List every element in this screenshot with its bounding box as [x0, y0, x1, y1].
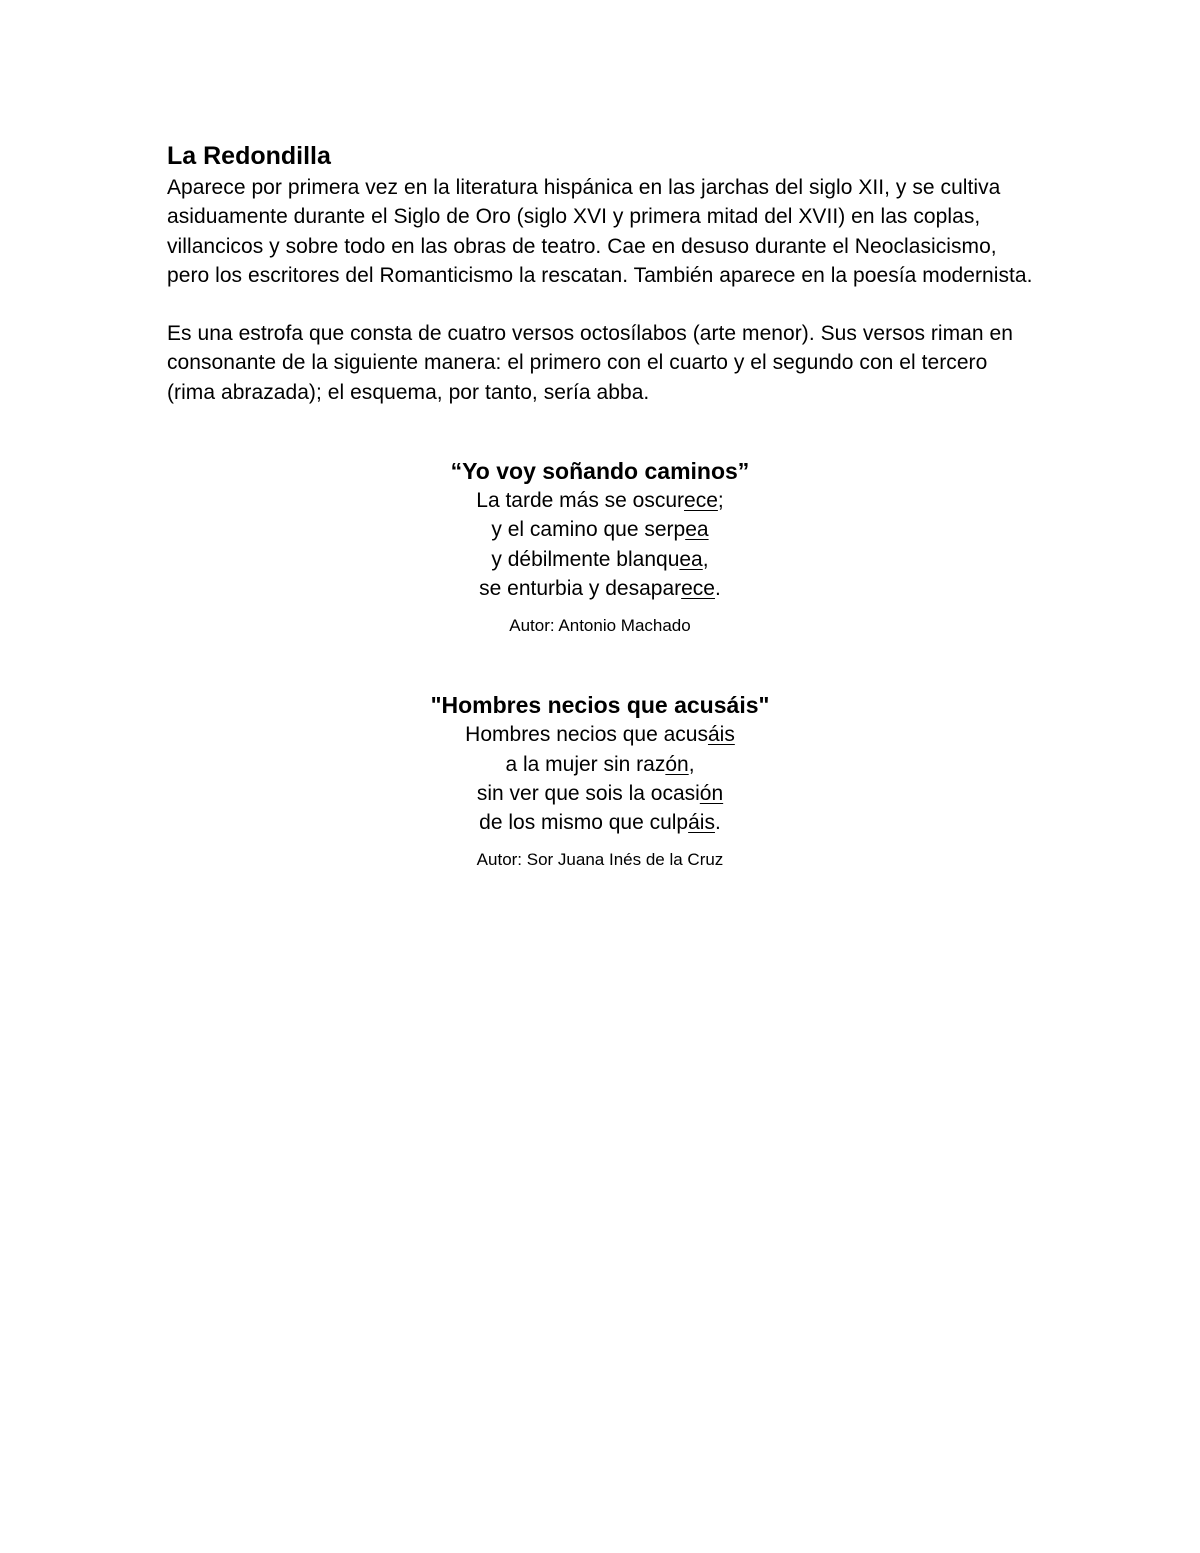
- poem-verse: [167, 515, 1033, 544]
- verse-text: Hombres necios que acus: [465, 723, 708, 747]
- verse-text: se enturbia y desapar: [479, 576, 682, 600]
- verse-end: ,: [702, 547, 709, 571]
- verse-text: La tarde más se oscur: [476, 489, 685, 513]
- verse-rhyme: ea: [685, 518, 709, 542]
- poem-verse: [167, 779, 1033, 808]
- poem-verse: [167, 720, 1033, 749]
- poem-verse: [167, 750, 1033, 779]
- verse-text: de los mismo que culp: [479, 811, 689, 835]
- verse-rhyme: áis: [688, 811, 715, 835]
- document-title: La Redondilla: [167, 142, 331, 170]
- poem-author: Autor: Antonio Machado: [509, 616, 691, 636]
- verse-rhyme: ea: [679, 547, 703, 571]
- paragraph-history: Aparece por primera vez en la literatura hispánica en las jarchas del siglo XII, y se cultiva asiduamente durante el Siglo de Oro (siglo XVI y primera mitad del XVII) en las coplas, villancicos y sobre todo en las obras de teatro. Cae en desuso durante el Neoclasicismo, pero los escritores del Romanticismo la rescatan. También aparece en la poesía modernista.: [167, 176, 1033, 287]
- poem-machado: [167, 456, 1033, 637]
- verse-end: ,: [688, 752, 695, 776]
- verse-text: y el camino que serp: [491, 518, 686, 542]
- verse-rhyme: ón: [699, 781, 724, 805]
- verse-rhyme: áis: [707, 723, 735, 747]
- poem-verse: [167, 808, 1033, 837]
- document-content: [167, 139, 1037, 871]
- verse-text: a la mujer sin raz: [505, 752, 666, 776]
- paragraph-definition: Es una estrofa que consta de cuatro versos octosílabos (arte menor). Sus versos riman en consonante de la siguiente manera: el primero con el cuarto y el segundo con el tercero (rima abrazada); el esquema, por tanto, sería abba.: [167, 322, 1013, 404]
- verse-text: sin ver que sois la ocasi: [476, 781, 700, 805]
- poem-verse: [167, 574, 1033, 603]
- verse-rhyme: ece: [684, 489, 718, 513]
- verse-end: .: [714, 811, 721, 835]
- poem-title: “Yo voy soñando caminos”: [450, 458, 750, 485]
- verse-rhyme: ece: [681, 576, 715, 600]
- verse-end: .: [714, 576, 721, 600]
- poem-title: "Hombres necios que acusáis": [430, 692, 770, 719]
- poem-sor-juana: [167, 690, 1033, 871]
- verse-end: ;: [717, 489, 724, 513]
- verse-text: y débilmente blanqu: [491, 547, 680, 571]
- verse-rhyme: ón: [665, 752, 689, 776]
- poem-verse: [167, 486, 1033, 515]
- poem-author: Autor: Sor Juana Inés de la Cruz: [476, 850, 724, 870]
- poem-verse: [167, 545, 1033, 574]
